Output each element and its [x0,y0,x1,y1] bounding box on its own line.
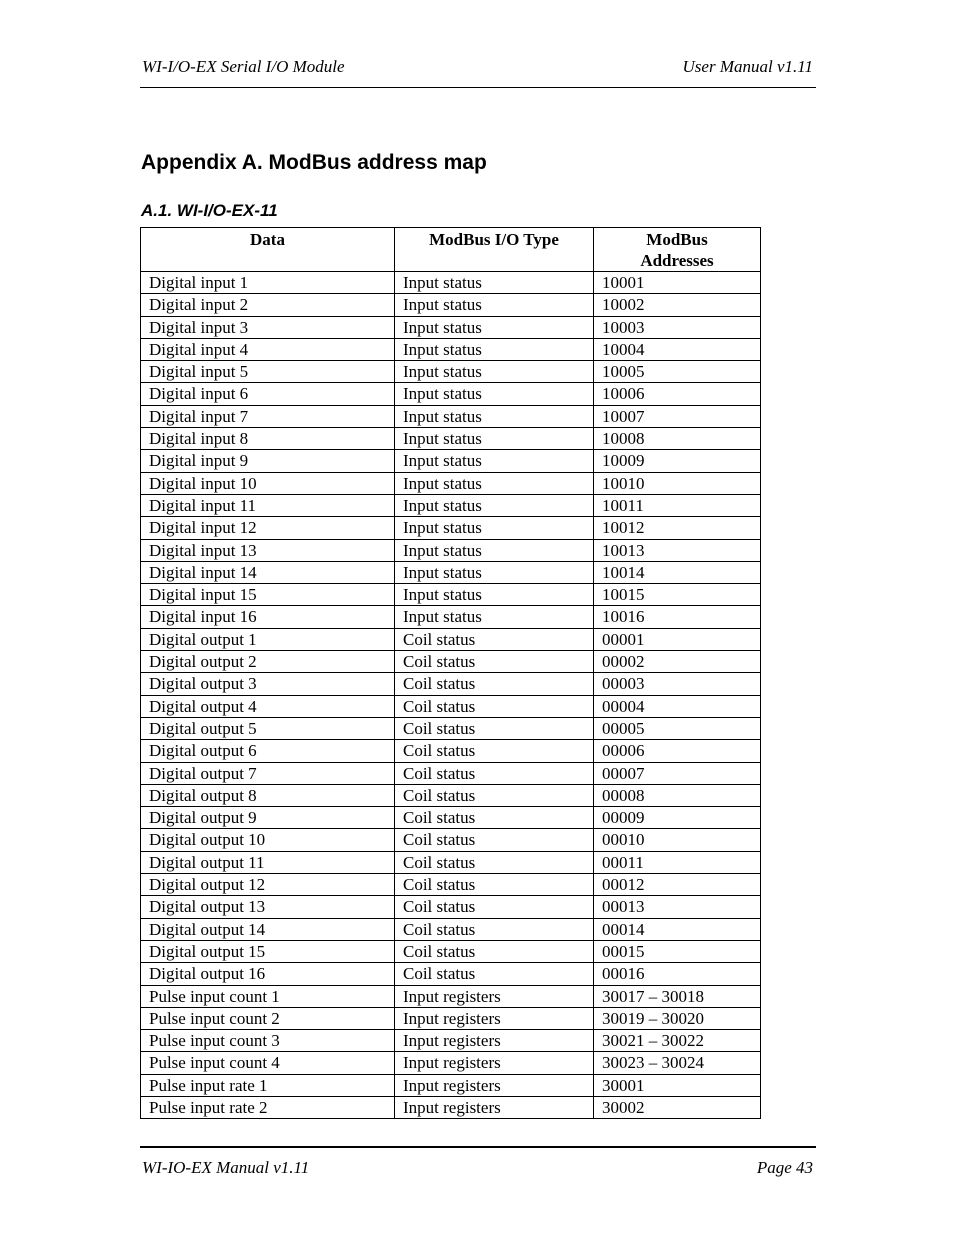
table-row [141,807,761,829]
cell-data: Pulse input count 1 [141,985,395,1007]
cell-address: 00012 [594,874,761,896]
cell-data: Digital output 10 [141,829,395,851]
table-row [141,985,761,1007]
cell-data: Pulse input count 4 [141,1052,395,1074]
cell-data: Digital input 5 [141,361,395,383]
cell-io-type: Coil status [395,829,594,851]
cell-address: 00014 [594,918,761,940]
cell-address: 00009 [594,807,761,829]
table-row [141,1007,761,1029]
cell-address: 00008 [594,784,761,806]
table-row [141,651,761,673]
footer-page-number: Page 43 [756,1158,813,1177]
cell-address: 30019 – 30020 [594,1007,761,1029]
table-row [141,851,761,873]
cell-data: Digital output 6 [141,740,395,762]
cell-io-type: Coil status [395,851,594,873]
cell-address: 10006 [594,383,761,405]
cell-data: Digital output 7 [141,762,395,784]
table-row [141,517,761,539]
header-document-title: WI-I/O-EX Serial I/O Module [142,57,345,76]
cell-address: 10002 [594,294,761,316]
cell-data: Digital input 16 [141,606,395,628]
cell-data: Digital output 9 [141,807,395,829]
cell-io-type: Input status [395,361,594,383]
cell-io-type: Input status [395,606,594,628]
cell-address: 00003 [594,673,761,695]
appendix-title: Appendix A. ModBus address map [141,151,487,174]
table-row [141,940,761,962]
cell-io-type: Coil status [395,784,594,806]
cell-address: 30023 – 30024 [594,1052,761,1074]
cell-data: Digital output 14 [141,918,395,940]
cell-address: 30017 – 30018 [594,985,761,1007]
table-row [141,628,761,650]
table-row [141,1052,761,1074]
cell-io-type: Input status [395,539,594,561]
cell-data: Digital input 6 [141,383,395,405]
cell-data: Digital output 16 [141,963,395,985]
cell-data: Digital output 5 [141,717,395,739]
cell-address: 10010 [594,472,761,494]
cell-data: Digital output 12 [141,874,395,896]
cell-io-type: Coil status [395,762,594,784]
cell-data: Digital input 10 [141,472,395,494]
table-row [141,1074,761,1096]
cell-io-type: Input status [395,450,594,472]
table-header-row [141,228,761,272]
modbus-address-table [140,227,761,1119]
cell-io-type: Input registers [395,1052,594,1074]
table-row [141,896,761,918]
cell-data: Digital input 1 [141,272,395,294]
table-row [141,383,761,405]
table-body [141,272,761,1119]
cell-data: Digital input 11 [141,494,395,516]
table-row [141,338,761,360]
cell-data: Digital input 2 [141,294,395,316]
cell-data: Digital output 15 [141,940,395,962]
cell-io-type: Input status [395,494,594,516]
cell-io-type: Input status [395,561,594,583]
cell-io-type: Input status [395,405,594,427]
cell-address: 00013 [594,896,761,918]
cell-io-type: Coil status [395,918,594,940]
cell-io-type: Coil status [395,651,594,673]
cell-io-type: Input status [395,584,594,606]
cell-io-type: Input status [395,272,594,294]
cell-address: 30001 [594,1074,761,1096]
cell-address: 00005 [594,717,761,739]
cell-io-type: Coil status [395,740,594,762]
cell-data: Digital output 3 [141,673,395,695]
cell-io-type: Input status [395,428,594,450]
table-row [141,740,761,762]
cell-io-type: Coil status [395,628,594,650]
cell-data: Pulse input count 2 [141,1007,395,1029]
page-footer [140,1146,816,1178]
cell-io-type: Coil status [395,963,594,985]
cell-address: 10012 [594,517,761,539]
cell-address: 10014 [594,561,761,583]
cell-address: 10011 [594,494,761,516]
cell-address: 30002 [594,1096,761,1118]
table-row [141,428,761,450]
cell-io-type: Input registers [395,985,594,1007]
cell-io-type: Input status [395,294,594,316]
cell-data: Digital input 15 [141,584,395,606]
table-row [141,673,761,695]
cell-address: 00001 [594,628,761,650]
cell-data: Pulse input count 3 [141,1030,395,1052]
table-row [141,606,761,628]
cell-address: 00010 [594,829,761,851]
cell-data: Digital input 8 [141,428,395,450]
cell-address: 10009 [594,450,761,472]
cell-address: 10016 [594,606,761,628]
cell-io-type: Input status [395,338,594,360]
table-row [141,294,761,316]
cell-address: 00002 [594,651,761,673]
cell-data: Digital output 1 [141,628,395,650]
table-row [141,717,761,739]
cell-address: 10013 [594,539,761,561]
cell-io-type: Input registers [395,1074,594,1096]
column-header-io-type: ModBus I/O Type [395,228,594,272]
table-row [141,272,761,294]
cell-address: 30021 – 30022 [594,1030,761,1052]
column-header-data: Data [141,228,395,272]
cell-data: Digital input 7 [141,405,395,427]
header-manual-version: User Manual v1.11 [682,57,813,76]
table-row [141,450,761,472]
cell-data: Digital output 13 [141,896,395,918]
table-row [141,494,761,516]
cell-data: Digital input 12 [141,517,395,539]
table-row [141,784,761,806]
cell-data: Digital input 13 [141,539,395,561]
cell-data: Digital output 4 [141,695,395,717]
page-header [140,57,816,88]
table-row [141,695,761,717]
cell-data: Pulse input rate 1 [141,1074,395,1096]
cell-address: 10004 [594,338,761,360]
table-row [141,316,761,338]
table-row [141,918,761,940]
cell-data: Digital input 3 [141,316,395,338]
table-row [141,539,761,561]
cell-address: 10001 [594,272,761,294]
cell-data: Digital output 8 [141,784,395,806]
cell-address: 00015 [594,940,761,962]
cell-io-type: Coil status [395,896,594,918]
cell-address: 00016 [594,963,761,985]
table-row [141,1030,761,1052]
cell-io-type: Coil status [395,695,594,717]
cell-data: Digital input 14 [141,561,395,583]
table-row [141,561,761,583]
cell-address: 10015 [594,584,761,606]
cell-address: 00006 [594,740,761,762]
cell-data: Pulse input rate 2 [141,1096,395,1118]
table-row [141,361,761,383]
cell-data: Digital output 11 [141,851,395,873]
cell-io-type: Coil status [395,874,594,896]
table-row [141,762,761,784]
cell-address: 10005 [594,361,761,383]
table-row [141,472,761,494]
cell-io-type: Coil status [395,673,594,695]
table-row [141,1096,761,1118]
table-row [141,584,761,606]
column-header-addresses [594,228,761,272]
footer-manual-name: WI-IO-EX Manual v1.11 [142,1158,310,1177]
cell-data: Digital input 9 [141,450,395,472]
table-row [141,874,761,896]
cell-data: Digital output 2 [141,651,395,673]
table-row [141,405,761,427]
cell-io-type: Input registers [395,1030,594,1052]
cell-data: Digital input 4 [141,338,395,360]
cell-address: 10007 [594,405,761,427]
cell-address: 00007 [594,762,761,784]
cell-address: 00004 [594,695,761,717]
table-row [141,963,761,985]
cell-io-type: Input status [395,383,594,405]
cell-address: 10008 [594,428,761,450]
cell-io-type: Coil status [395,940,594,962]
section-title: A.1. WI-I/O-EX-11 [141,201,278,220]
table-row [141,829,761,851]
cell-io-type: Input registers [395,1007,594,1029]
cell-io-type: Coil status [395,807,594,829]
column-header-addresses-label: ModBus Addresses [640,230,714,270]
cell-address: 10003 [594,316,761,338]
cell-io-type: Input status [395,316,594,338]
cell-address: 00011 [594,851,761,873]
cell-io-type: Coil status [395,717,594,739]
cell-io-type: Input status [395,472,594,494]
cell-io-type: Input status [395,517,594,539]
cell-io-type: Input registers [395,1096,594,1118]
